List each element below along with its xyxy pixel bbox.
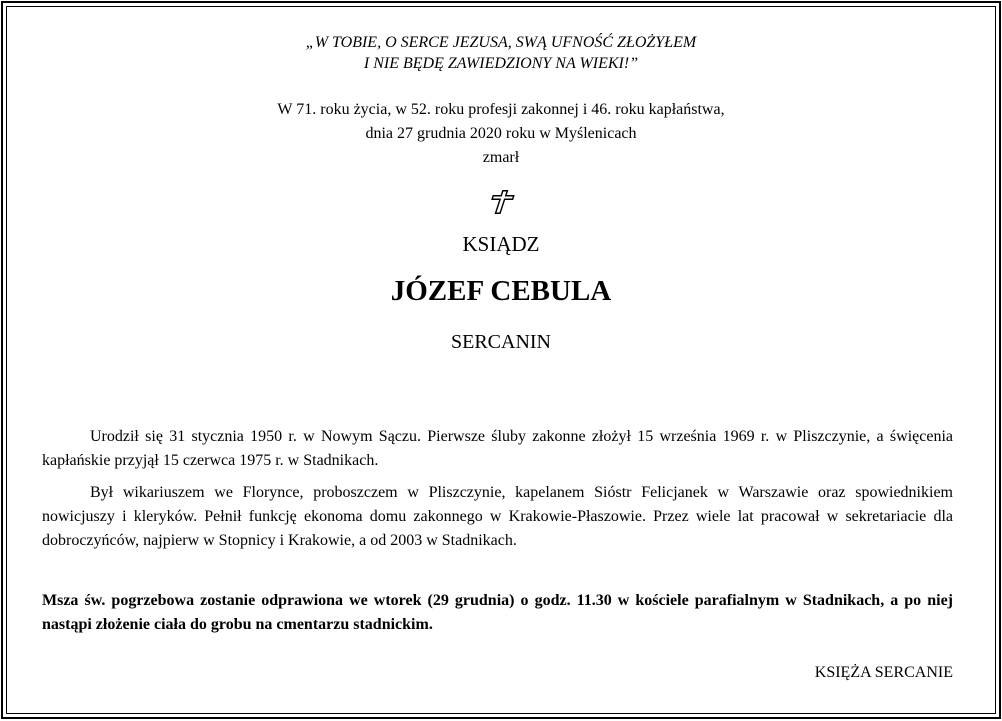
motto-line-2: I NIE BĘDĘ ZAWIEDZIONY NA WIEKI!”	[363, 55, 639, 72]
cross-container	[0, 188, 1002, 218]
paragraph-ministry: Był wikariuszem we Florynce, proboszczem w Pliszczynie, kapelanem Sióstr Felicjanek w Warszawie oraz spowiednikiem nowicjuszy i kleryków. Pełnił funkcję ekonoma domu zakonnego w Krakowie-Płaszowie. Przez wiele lat pracował w sekretariacie dla dobroczyńców, najpierw w Stopnicy i Krakowie, a od 2003 w Stadnikach.	[42, 484, 953, 549]
deceased-order: SERCANIN	[450, 331, 551, 353]
motto	[0, 32, 1002, 74]
paragraph-biography: Urodził się 31 stycznia 1950 r. w Nowym Sączu. Pierwsze śluby zakonne złożył 15 września 1969 r. w Pliszczynie, a święcenia kapłańskie przyjął 15 czerwca 1975 r. w Stadnikach.	[42, 428, 953, 469]
paragraph-funeral: Msza św. pogrzebowa zostanie odprawiona we wtorek (29 grudnia) o godz. 11.30 w kościele parafialnym w Stadnikach, a po niej nastąpi złożenie ciała do grobu na cmentarzu stadnickim.	[42, 592, 953, 633]
cross-icon	[486, 188, 516, 216]
signature: KSIĘŻA SERCANIE	[814, 664, 953, 681]
intro-line-3: zmarł	[482, 149, 520, 166]
deceased-title: KSIĄDZ	[462, 232, 540, 256]
frame-shadow-bottom	[4, 717, 1001, 719]
intro	[0, 98, 1002, 170]
intro-line-1: W 71. roku życia, w 52. roku profesji zakonnej i 46. roku kapłaństwa,	[277, 101, 725, 118]
motto-line-1: „W TOBIE, O SERCE JEZUSA, SWĄ UFNOŚĆ ZŁOŻYŁEM	[305, 34, 697, 51]
deceased-name: JÓZEF CEBULA	[390, 275, 612, 307]
intro-line-2: dnia 27 grudnia 2020 roku w Myślenicach	[365, 125, 637, 142]
